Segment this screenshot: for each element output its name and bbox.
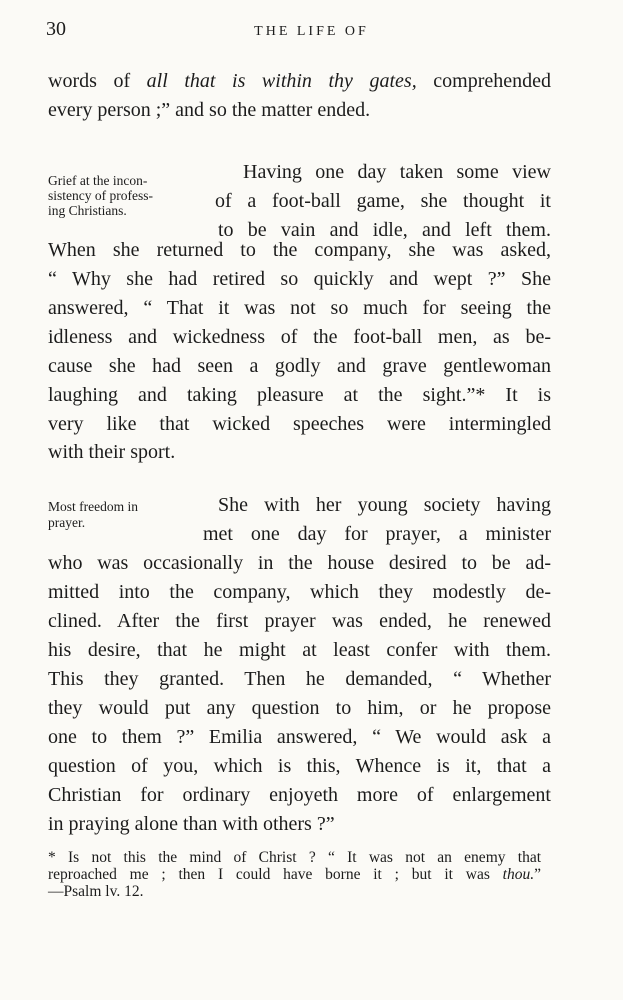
margin-note: sistency of profess- <box>48 188 153 203</box>
running-title: THE LIFE OF <box>254 24 369 39</box>
body-line: in praying alone than with others ?” <box>48 813 335 835</box>
body-line: answered, “ That it was not so much for seeing the <box>48 297 551 319</box>
footnote-line: —Psalm lv. 12. <box>48 883 144 900</box>
body-line: who was occasionally in the house desired to be ad- <box>48 552 551 574</box>
body-line: question of you, which is this, Whence is it, that a <box>48 755 551 777</box>
margin-note: ing Christians. <box>48 203 127 218</box>
footnote-line: reproached me ; then I could have borne it ; but it was thou.” <box>48 866 541 883</box>
body-line: words of all that is within thy gates, comprehended <box>48 70 551 92</box>
page-number: 30 <box>46 18 66 40</box>
margin-note: prayer. <box>48 515 86 530</box>
body-line: mitted into the company, which they modestly de- <box>48 581 551 603</box>
body-line: with their sport. <box>48 441 176 463</box>
body-line: they would put any question to him, or he propose <box>48 697 551 719</box>
margin-note: Grief at the incon- <box>48 173 148 188</box>
body-line: one to them ?” Emilia answered, “ We would ask a <box>48 726 551 748</box>
body-line: Christian for ordinary enjoyeth more of enlargement <box>48 784 551 806</box>
body-line: When she returned to the company, she was asked, <box>48 239 551 261</box>
body-line: cause she had seen a godly and grave gentlewoman <box>48 355 551 377</box>
body-line: Having one day taken some view <box>243 161 551 183</box>
footnote-line: * Is not this the mind of Christ ? “ It was not an enemy that <box>48 849 541 866</box>
body-line: met one day for prayer, a minister <box>203 523 551 545</box>
body-line: This they granted. Then he demanded, “ Whether <box>48 668 551 690</box>
body-line: She with her young society having <box>218 494 551 516</box>
body-line: idleness and wickedness of the foot-ball men, as be- <box>48 326 551 348</box>
margin-note: Most freedom in <box>48 499 138 514</box>
body-line: to be vain and idle, and left them. <box>218 219 551 241</box>
body-line: laughing and taking pleasure at the sight.”* It is <box>48 384 551 406</box>
body-line: his desire, that he might at least confer with them. <box>48 639 551 661</box>
body-line: clined. After the first prayer was ended, he renewed <box>48 610 551 632</box>
page-header <box>0 18 623 48</box>
body-line: “ Why she had retired so quickly and wept ?” She <box>48 268 551 290</box>
body-line: every person ;” and so the matter ended. <box>48 99 371 121</box>
body-line: of a foot-ball game, she thought it <box>215 190 551 212</box>
body-line: very like that wicked speeches were intermingled <box>48 413 551 435</box>
